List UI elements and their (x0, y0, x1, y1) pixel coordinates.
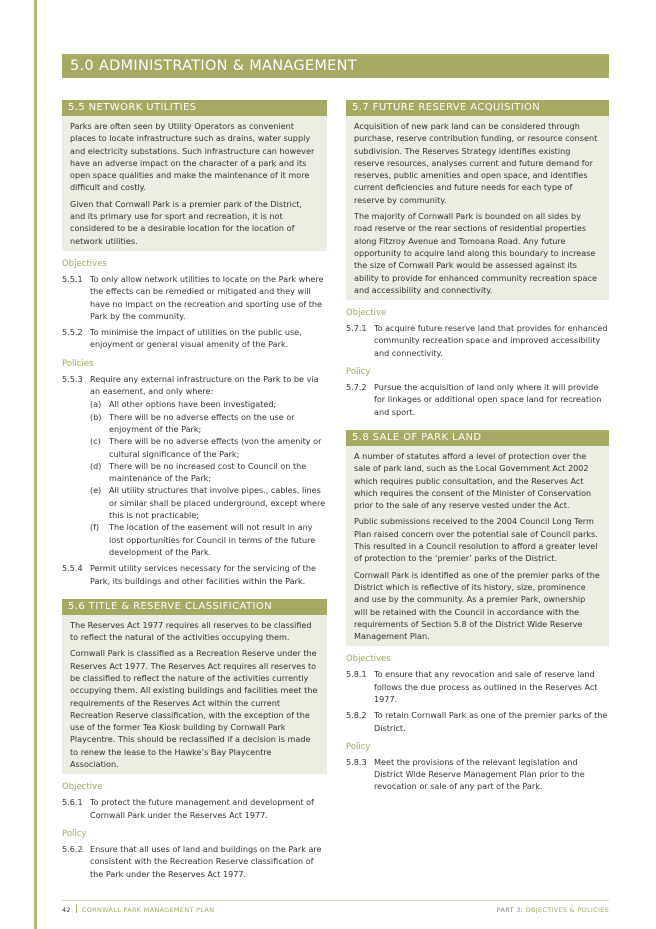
section-gap (62, 591, 327, 599)
item-number: 5.5.2 (62, 327, 83, 338)
objective-label: Objective (346, 308, 387, 319)
item-text: Permit utility services necessary for the servicing of the Park, its buildings and other facilities within the Park. (90, 563, 316, 586)
intro-paragraph: A number of statutes afford a level of protection over the sale of park land, such as the Local Government Act 2002 which requires public consultation, and the Reserves Act which requires the consent of the Minister of Conservation prior to the sale of any reserve vested under the Act. (354, 450, 592, 511)
objective-item (62, 796, 327, 821)
item-number: 5.8.2 (346, 710, 367, 721)
policy-label: Policy (346, 367, 371, 378)
policy-item (346, 756, 609, 793)
section-network-utilities (62, 100, 327, 587)
section-heading: 5.5 NETWORK UTILITIES (62, 100, 327, 116)
policy-item (346, 381, 609, 418)
item-number: 5.6.1 (62, 797, 83, 808)
sub-item-letter: (b) (90, 411, 102, 422)
plan-title: CORNWALL PARK MANAGEMENT PLAN (81, 906, 215, 914)
objective-item (62, 273, 327, 322)
left-column (62, 100, 327, 884)
intro-paragraph: Cornwall Park is classified as a Recreation Reserve under the Reserves Act 1977. The Reserves Act requires all reserves to be classified to reflect the nature of the activities currently occupying them. All existing buildings and facilities meet the requirements of the Reserves Act within the current Recreation Reserve classification, with the exception of the use of the former Tea Kiosk building by Cornwall Park Playcentre. This should be reclassified if a decision is made to renew the lease to the Hawke’s Bay Playcentre Association. (70, 648, 318, 770)
item-text: Pursue the acquisition of land only where it will provide for linkages or additional open space land for recreation and sport. (374, 382, 602, 417)
sub-item-list (62, 398, 327, 558)
page-title: 5.0 ADMINISTRATION & MANAGEMENT (62, 54, 609, 78)
sub-item-text: The location of the easement will not result in any lost opportunities for Council in terms of the future development of the Park. (109, 522, 316, 557)
intro-box (346, 446, 609, 646)
section-gap (346, 422, 609, 430)
sub-item (90, 460, 327, 485)
intro-paragraph: The Reserves Act 1977 requires all reserves to be classified to reflect the natural of the activities occupying them. (70, 619, 312, 643)
item-text: To protect the future management and development of Cornwall Park under the Reserves Act 1977. (90, 797, 314, 820)
policy-item (62, 843, 327, 880)
intro-paragraph: Cornwall Park is identified as one of the premier parks of the District which is reflective of its history, size, prominence and use by the community. As a premier Park, ownership will be retained with the Council in accordance with the requirements of Section 5.8 of the District Wide Reserve Management Plan. (354, 569, 600, 642)
sub-item-text: There will be no adverse effects on the use or enjoyment of the Park; (109, 411, 295, 434)
intro-paragraph: The majority of Cornwall Park is bounded on all sides by road reserve or the rear sections of residential properties along Fitzroy Avenue and Tomoana Road. Any future opportunity to acquire land along this boundary to increase the size of Cornwall Park would be assessed against its ability to provide for enhanced community recreation space and accessibility and connectivity. (354, 211, 597, 295)
section-future-reserve-acquisition (346, 100, 609, 418)
item-text: Meet the provisions of the relevant legislation and District Wide Reserve Management Plan prior to the revocation or sale of any part of the Park. (374, 756, 585, 792)
sub-item (90, 411, 327, 436)
part-title: OBJECTIVES & POLICIES (523, 906, 609, 914)
sub-item (90, 435, 327, 460)
item-number: 5.5.4 (62, 563, 83, 574)
item-text: Ensure that all uses of land and buildings on the Park are consistent with the Recreation Reserve classification of the Park under the Reserves Act 1977. (90, 843, 322, 879)
intro-box (62, 116, 327, 251)
item-number: 5.7.1 (346, 323, 367, 334)
item-number: 5.5.1 (62, 273, 83, 284)
objectives-label: Objectives (62, 258, 107, 269)
intro-paragraph: Public submissions received to the 2004 Council Long Term Plan raised concern over the potential sale of Council parks. This resulted in a Council resolution to afford a greater level of protection to the ‘premier’ parks of the District. (354, 516, 598, 564)
item-number: 5.6.2 (62, 843, 83, 854)
intro-paragraph: Parks are often seen by Utility Operators as convenient places to locate infrastructure such as drains, water supply and electricity substations. Such infrastructure can however have an adverse impact on the character of a park and its open space qualities and make the maintenance of it more difficult and costly. (70, 121, 315, 193)
item-text: To ensure that any revocation and sale of reserve land follows the due process as outlined in the Reserves Act 1977. (374, 669, 598, 704)
section-sale-of-park-land (346, 430, 609, 793)
footer-separator (76, 905, 77, 913)
sub-item (90, 521, 327, 558)
sub-item-letter: (f) (90, 522, 100, 533)
objective-item (62, 326, 327, 351)
sub-item-letter: (e) (90, 485, 102, 496)
sub-item-text: All other options have been investigated; (109, 399, 277, 410)
item-text: To only allow network utilities to locate on the Park where the effects can be remedied or mitigated and they will have no impact on the recreation and sporting use of the Park by the community. (90, 273, 324, 321)
intro-box (62, 615, 327, 775)
objective-item (346, 668, 609, 705)
item-text: To retain Cornwall Park as one of the premier parks of the District. (374, 710, 608, 733)
intro-paragraph: Given that Cornwall Park is a premier park of the District, and its primary use for sport and recreation, it is not considered to be a desirable location for the location of network utilities. (70, 198, 303, 246)
item-text: Require any external infrastructure on the Park to be via an easement, and only where: (90, 373, 319, 397)
objectives-label: Objectives (346, 654, 391, 665)
item-number: 5.8.3 (346, 756, 367, 767)
intro-paragraph: Acquisition of new park land can be considered through purchase, reserve contribution funding, or resource consent subdivision. The Reserves Strategy identifies existing reserve resources, analyses current and future demand for reserves, public amenities and open space, and identifies current deficiencies and future needs for each type of reserve by community. (354, 121, 598, 205)
footer-right (497, 905, 609, 915)
item-number: 5.8.1 (346, 669, 367, 680)
intro-box (346, 116, 609, 300)
sub-item (90, 484, 327, 521)
policy-item (62, 373, 327, 398)
part-label: PART 3: (496, 906, 524, 914)
sub-item-text: There will be no increased cost to Council on the maintenance of the Park; (109, 460, 307, 484)
footer-rule (62, 900, 609, 901)
sub-item-letter: (d) (90, 460, 102, 471)
objective-item (346, 709, 609, 734)
item-number: 5.7.2 (346, 382, 367, 393)
objective-label: Objective (62, 782, 103, 793)
sub-item-letter: (a) (90, 399, 102, 410)
sub-item (90, 398, 327, 410)
item-number: 5.5.3 (62, 373, 83, 384)
sub-item-letter: (c) (90, 436, 101, 447)
item-text: To acquire future reserve land that provides for enhanced community recreation space and improved accessibility and connectivity. (374, 323, 608, 358)
policies-label: Policies (62, 358, 94, 369)
section-heading: 5.8 SALE OF PARK LAND (346, 430, 609, 446)
page-number: 42 (62, 906, 71, 914)
objective-item (346, 322, 609, 359)
left-margin-rule (34, 0, 37, 929)
policy-label: Policy (62, 828, 87, 839)
section-title-reserve-classification (62, 599, 327, 880)
policy-item (62, 562, 327, 587)
section-heading: 5.6 TITLE & RESERVE CLASSIFICATION (62, 599, 327, 615)
item-text: To minimise the impact of utilities on the public use, enjoyment or general visual amenity of the Park. (90, 327, 302, 350)
sub-item-text: There will be no adverse effects (von the amenity or cultural significance of the Park; (109, 436, 322, 459)
sub-item-text: All utility structures that involve pipes., cables, lines or similar shall be placed underground, except where this is not practicable; (109, 485, 326, 521)
right-column (346, 100, 609, 797)
footer-left (62, 905, 214, 915)
section-heading: 5.7 FUTURE RESERVE ACQUISITION (346, 100, 609, 116)
policy-label: Policy (346, 741, 371, 752)
